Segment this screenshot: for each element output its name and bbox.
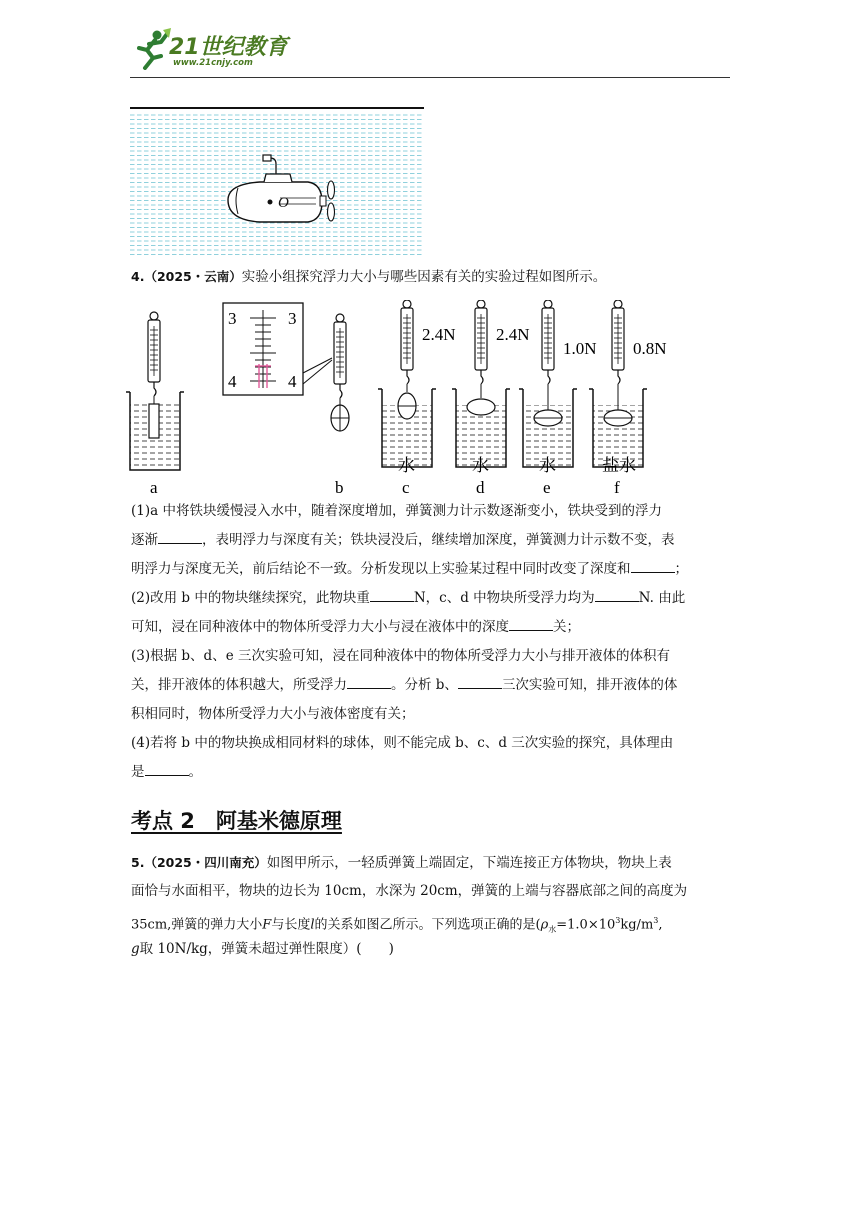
q4-text: N. 由此 — [638, 590, 686, 606]
q4-part1-line1 — [131, 497, 662, 526]
q4-text: 关； — [553, 619, 580, 635]
q4-text: (4)若将 b 中的物块换成相同材料的球体，则不能完成 b、c、d 三次实验的探究，具体理由 — [131, 735, 674, 751]
q4-text: 关，排开液体的体积越大，所受浮力 — [131, 677, 347, 693]
q5-text: 与长度 — [271, 917, 311, 933]
reading-f: 0.8N — [633, 339, 667, 358]
q4-part4-line1 — [131, 729, 673, 758]
q4-text: (2)改用 b 中的物块继续探究，此物块重 — [131, 590, 370, 606]
q4-part1-line3 — [131, 555, 688, 584]
q5-number: 5. — [131, 855, 145, 870]
scale-inset — [223, 303, 332, 395]
q4-part3-line2 — [131, 671, 677, 700]
q5-text: kg/m — [620, 917, 654, 933]
label-c: c — [402, 478, 410, 497]
answer-blank[interactable] — [347, 674, 391, 689]
q4-stem — [131, 262, 606, 292]
q5-text: =1.0×10 — [556, 917, 616, 933]
buoyancy-experiment-figure — [126, 300, 686, 500]
answer-blank[interactable] — [458, 674, 502, 689]
rho-subscript: 水 — [548, 924, 557, 934]
scale-3-right: 3 — [288, 309, 297, 328]
answer-blank[interactable] — [595, 587, 639, 602]
liquid-f: 盐水 — [602, 456, 636, 475]
panel-e — [519, 300, 597, 497]
liquid-d: 水 — [472, 456, 489, 475]
reading-c: 2.4N — [422, 325, 456, 344]
q5-line2 — [131, 877, 687, 906]
q4-text: 。 — [188, 764, 202, 780]
label-a: a — [150, 478, 158, 497]
q4-part2-line2 — [131, 613, 580, 642]
q4-text: 逐渐 — [131, 532, 158, 548]
panel-d — [452, 300, 530, 497]
q4-text: 。分析 b、 — [391, 677, 458, 693]
point-o-label: O — [278, 195, 289, 211]
q5-text: 如图甲所示，一轻质弹簧上端固定，下端连接正方体物块，物块上表 — [266, 855, 672, 871]
answer-blank[interactable] — [145, 761, 189, 776]
header-rule — [130, 77, 730, 78]
q5-text: 面恰与水面相平，物块的边长为 10cm，水深为 20cm，弹簧的上端与容器底部之间的高度为 — [131, 883, 688, 899]
scale-4-right: 4 — [288, 372, 297, 391]
scale-3-left: 3 — [228, 309, 237, 328]
site-logo — [133, 26, 313, 74]
liquid-c: 水 — [398, 456, 415, 475]
answer-blank[interactable] — [631, 558, 675, 573]
q5-line1 — [131, 848, 672, 878]
q4-part2-line1 — [131, 584, 685, 613]
q5-text: 取 10N/kg，弹簧未超过弹性限度）( ) — [139, 941, 394, 957]
var-f: F — [262, 917, 272, 933]
q4-part1-line2 — [131, 526, 675, 555]
reading-e: 1.0N — [563, 339, 597, 358]
q4-text: ，表明浮力与深度有关；铁块浸没后，继续增加深度，弹簧测力计示数不变，表 — [202, 532, 675, 548]
q4-number: 4. — [131, 269, 145, 284]
q4-text: 三次实验可知，排开液体的体 — [501, 677, 678, 693]
label-f: f — [614, 478, 620, 497]
q5-text: , — [658, 917, 663, 933]
runner-logo-icon — [133, 28, 173, 70]
q4-text: N，c、d 中物块所受浮力均为 — [413, 590, 595, 606]
q4-text: 是 — [131, 764, 145, 780]
answer-blank[interactable] — [158, 529, 202, 544]
q4-part3-line3 — [131, 700, 415, 729]
var-g: g — [131, 941, 140, 957]
logo-url: www.21cnjy.com — [173, 58, 253, 68]
submarine-figure — [130, 104, 426, 256]
label-d: d — [476, 478, 485, 497]
q4-part3-line1 — [131, 642, 670, 671]
logo-text: 21世纪教育 — [169, 35, 288, 60]
scale-4-left: 4 — [228, 372, 237, 391]
q4-text: (3)根据 b、d、e 三次实验可知，浸在同种液体中的物体所受浮力大小与排开液体的体积有 — [131, 648, 670, 664]
q4-stem-text: 实验小组探究浮力大小与哪些因素有关的实验过程如图所示。 — [241, 269, 607, 285]
q4-text: 明浮力与深度无关，前后结论不一致。分析发现以上实验某过程中同时改变了深度和 — [131, 561, 631, 577]
q4-part4-line2 — [131, 758, 202, 787]
label-b: b — [335, 478, 344, 497]
q4-text: (1)a 中将铁块缓慢浸入水中，随着深度增加，弹簧测力计示数逐渐变小，铁块受到的浮力 — [131, 503, 662, 519]
section-title: 考点 2 阿基米德原理 — [131, 809, 342, 833]
q4-text: ； — [674, 561, 688, 577]
q4-text: 可知，浸在同种液体中的物体所受浮力大小与浸在液体中的深度 — [131, 619, 509, 635]
panel-a — [126, 312, 184, 497]
panel-c — [378, 300, 456, 497]
reading-d: 2.4N — [496, 325, 530, 344]
answer-blank[interactable] — [370, 587, 414, 602]
exponent: 3 — [653, 916, 659, 925]
q5-source: （2025・四川南充） — [144, 855, 267, 870]
var-rho: ρ — [540, 917, 549, 933]
answer-blank[interactable] — [509, 616, 553, 631]
q4-text: 积相同时，物体所受浮力大小与液体密度有关； — [131, 706, 415, 722]
q5-text: 35cm,弹簧的弹力大小 — [131, 917, 263, 933]
label-e: e — [543, 478, 551, 497]
exponent: 3 — [615, 916, 621, 925]
q4-source: （2025・云南） — [144, 269, 242, 284]
panel-b — [331, 314, 349, 497]
liquid-e: 水 — [539, 456, 556, 475]
q5-line4 — [131, 935, 394, 964]
q5-text: 的关系如图乙所示。下列选项正确的是( — [314, 917, 541, 933]
panel-f — [589, 300, 667, 497]
var-l: l — [310, 917, 315, 933]
